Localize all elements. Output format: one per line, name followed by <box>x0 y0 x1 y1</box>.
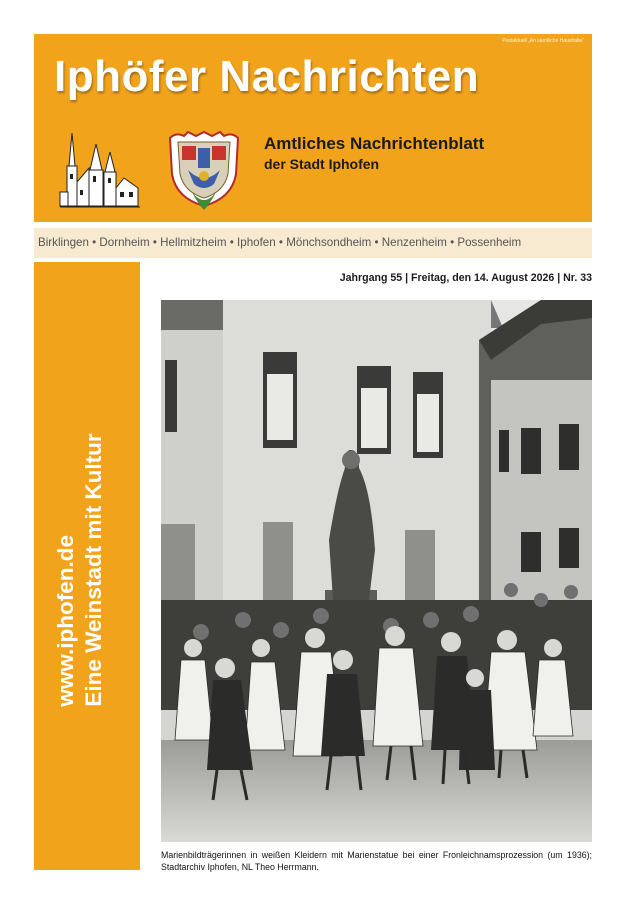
village-list: Birklingen • Dornheim • Hellmitzheim • Iphofen • Mönchsondheim • Nenzenheim • Possenheim <box>38 236 522 249</box>
website-url[interactable]: www.iphofen.de <box>53 535 78 707</box>
issue-info: Jahrgang 55 | Freitag, den 14. August 2026 | Nr. 33 <box>339 272 592 284</box>
postage-note: Postaktuell „An sämtliche Haushalte“ <box>502 38 584 44</box>
photo-caption: Marienbildträgerinnen in weißen Kleidern mit Marienstatue bei einer Fronleichnamsprozession (um 1936); Stadtarchiv Iphofen, NL Theo Herrmann. <box>161 850 592 872</box>
newspaper-title: Iphöfer Nachrichten <box>54 52 480 101</box>
slogan: Eine Weinstadt mit Kultur <box>81 433 106 707</box>
historic-procession-photo <box>161 300 592 842</box>
coat-of-arms-icon <box>162 130 246 212</box>
subtitle-line-2: der Stadt Iphofen <box>264 156 380 172</box>
masthead <box>34 34 592 222</box>
church-silhouette-icon <box>58 130 142 212</box>
village-band <box>34 228 592 258</box>
subtitle-line-1: Amtliches Nachrichtenblatt <box>264 134 485 153</box>
sidebar-slogan <box>52 433 108 706</box>
